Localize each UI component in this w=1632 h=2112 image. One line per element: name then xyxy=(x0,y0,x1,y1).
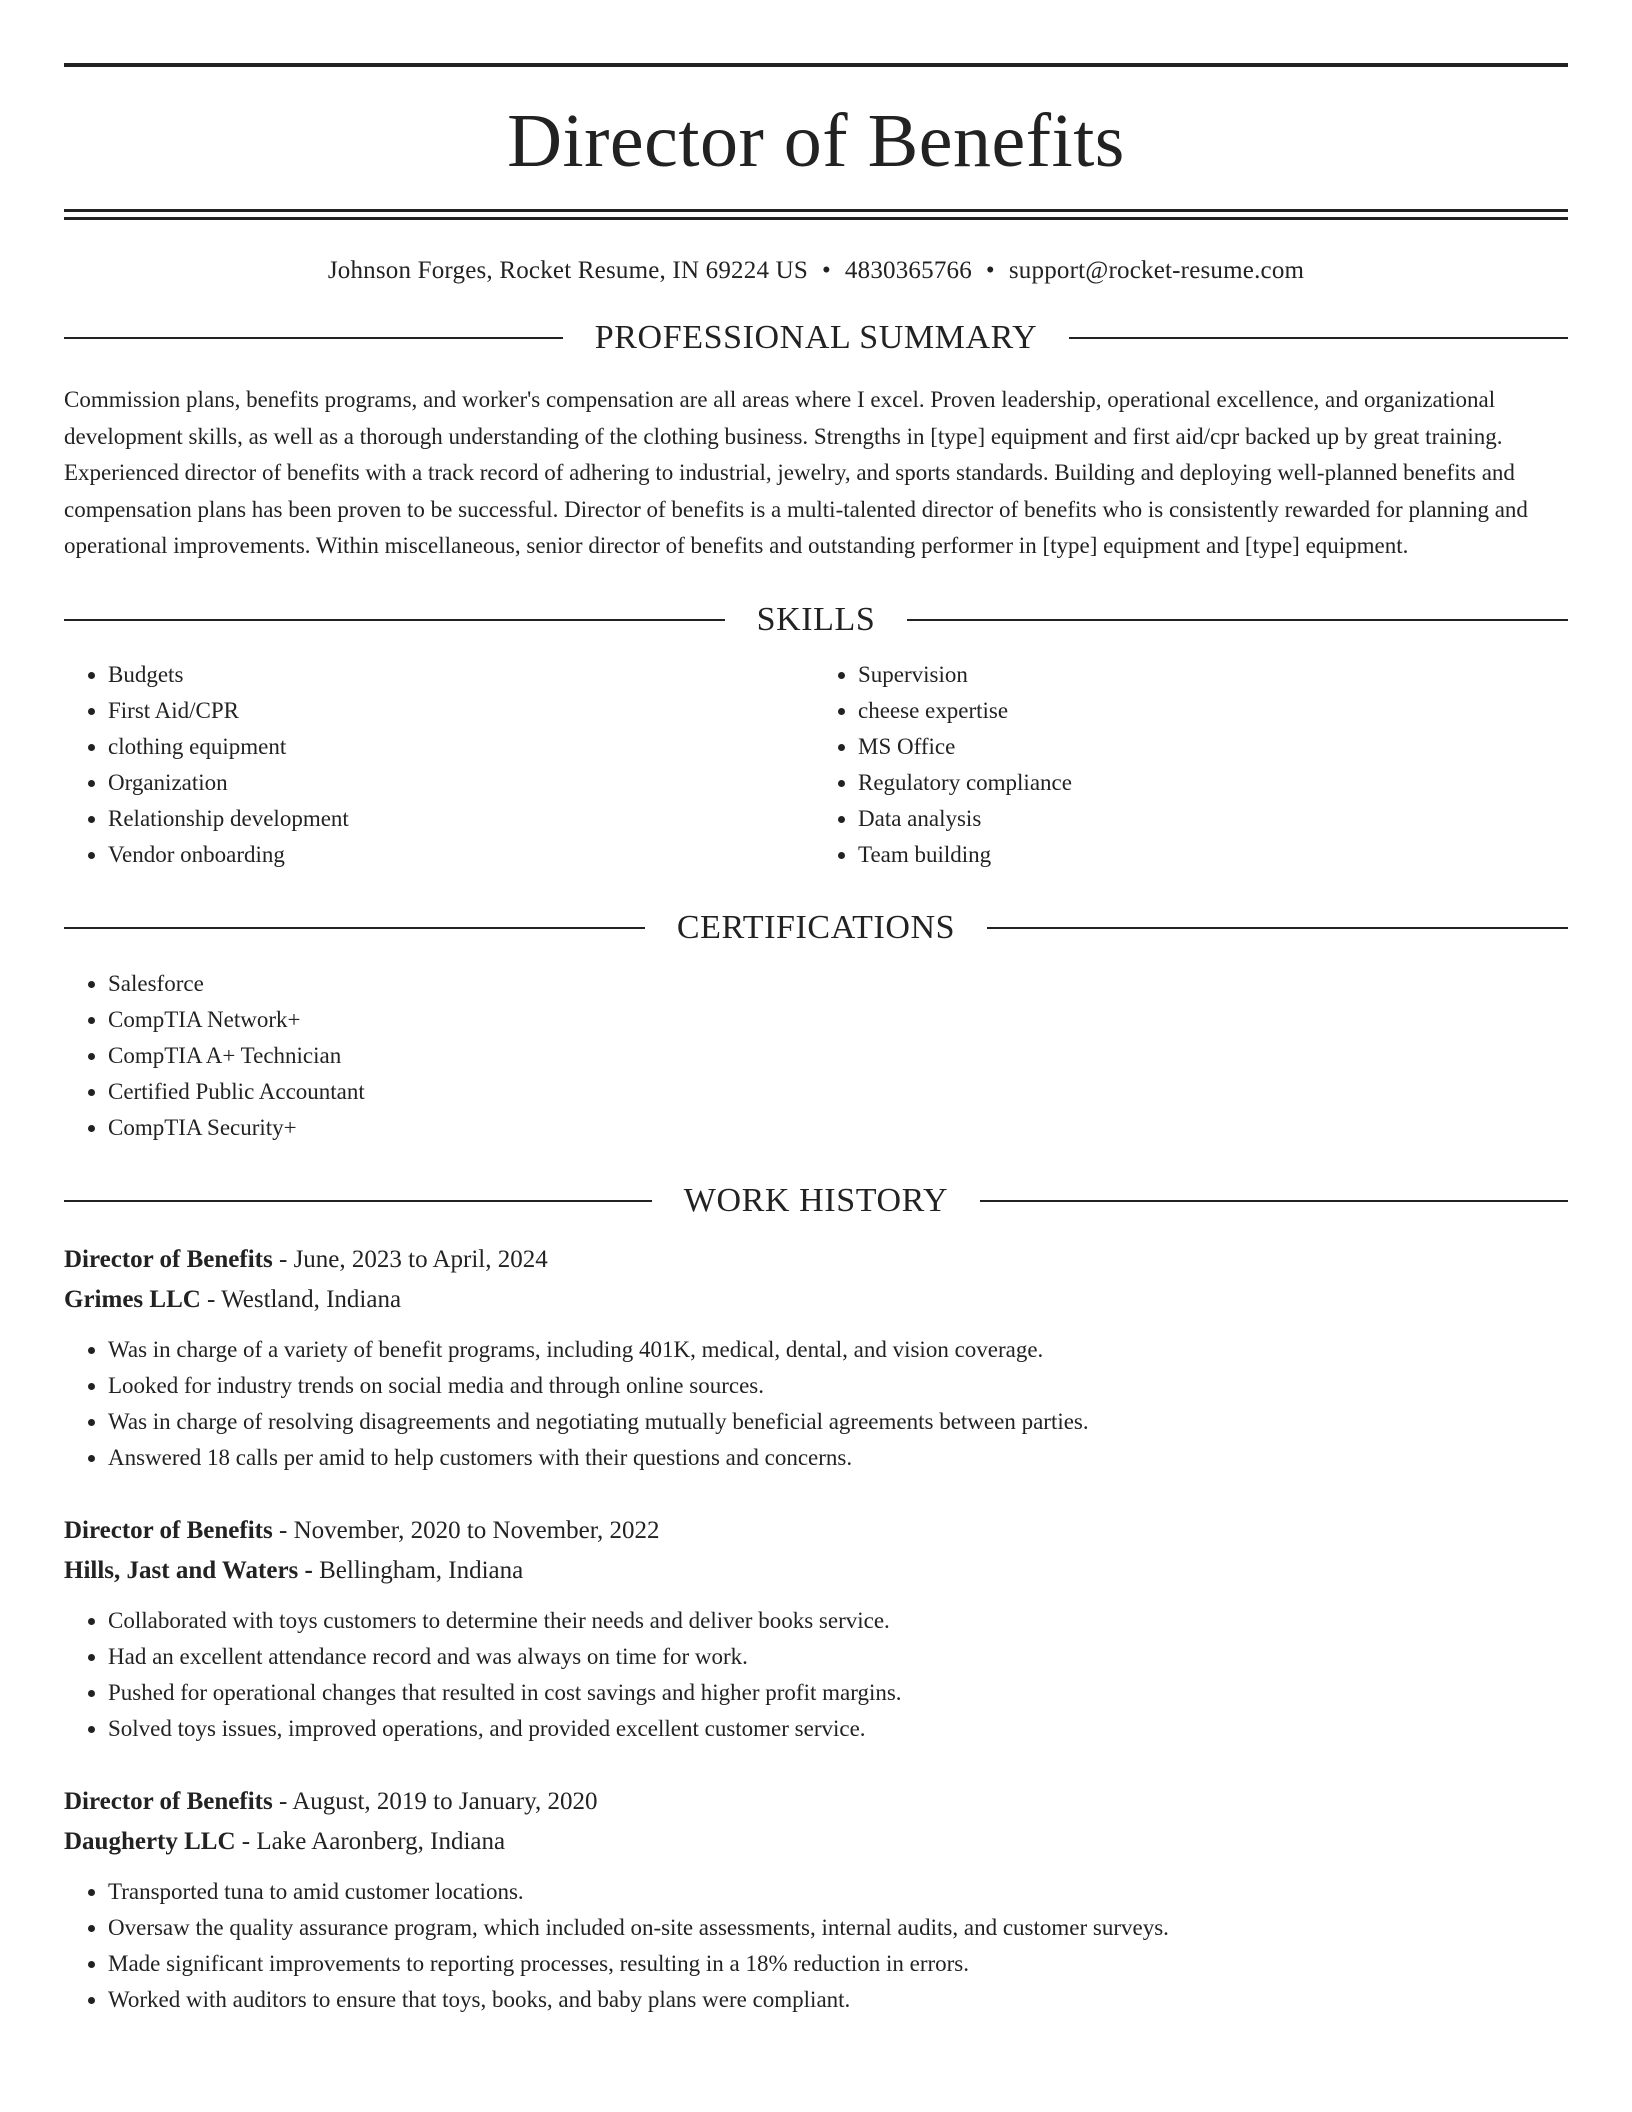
job-location: Westland, Indiana xyxy=(221,1285,402,1313)
job-bullet: • Transported tuna to amid customer locations. xyxy=(108,1874,1568,1910)
certifications-heading: CERTIFICATIONS xyxy=(676,908,956,946)
job-bullets xyxy=(64,1603,1568,1747)
section-rule xyxy=(1069,337,1568,339)
summary-section-header xyxy=(64,321,1568,355)
certifications-section-header xyxy=(64,908,1568,946)
skill-item: • clothing equipment xyxy=(108,729,818,765)
work-section-header xyxy=(64,1181,1568,1219)
certification-item: • CompTIA Security+ xyxy=(108,1110,1568,1146)
skill-item: • Relationship development xyxy=(108,801,818,837)
title-double-rule xyxy=(64,209,1568,220)
contact-phone: 4830365766 xyxy=(844,257,972,284)
job-company-line: Grimes LLC - Westland, Indiana xyxy=(64,1285,402,1313)
job-title-line: Director of Benefits - November, 2020 to November, 2022 xyxy=(64,1516,660,1544)
skill-item: • MS Office xyxy=(858,729,1568,765)
skills-right-column xyxy=(818,657,1568,873)
job-title-line: Director of Benefits - August, 2019 to January, 2020 xyxy=(64,1787,598,1815)
job-dates: August, 2019 to January, 2020 xyxy=(292,1787,598,1815)
contact-email: support@rocket-resume.com xyxy=(1008,257,1305,284)
certifications-list xyxy=(64,966,1568,1146)
skill-item: • Vendor onboarding xyxy=(108,837,818,873)
job-company: Grimes LLC xyxy=(64,1285,201,1313)
job-bullet: • Collaborated with toys customers to determine their needs and deliver books service. xyxy=(108,1603,1568,1639)
job-bullet: • Worked with auditors to ensure that toys, books, and baby plans were compliant. xyxy=(108,1982,1568,2018)
job-title-line: Director of Benefits - June, 2023 to April, 2024 xyxy=(64,1245,548,1273)
job-title: Director of Benefits xyxy=(64,1245,273,1273)
section-rule xyxy=(987,927,1568,929)
job-bullet: • Solved toys issues, improved operations, and provided excellent customer service. xyxy=(108,1711,1568,1747)
top-rule xyxy=(64,63,1568,67)
contact-separator: • xyxy=(821,257,831,284)
job-bullet: • Was in charge of resolving disagreements and negotiating mutually beneficial agreements between parties. xyxy=(108,1404,1568,1440)
summary-heading: PROFESSIONAL SUMMARY xyxy=(594,319,1038,356)
job-title: Director of Benefits xyxy=(64,1787,273,1815)
section-rule xyxy=(980,1200,1568,1202)
job-entry xyxy=(64,1511,1568,1747)
skill-item: • Team building xyxy=(858,837,1568,873)
job-bullet: • Looked for industry trends on social media and through online sources. xyxy=(108,1368,1568,1404)
job-bullet: • Was in charge of a variety of benefit programs, including 401K, medical, dental, and vision coverage. xyxy=(108,1332,1568,1368)
section-rule xyxy=(907,619,1568,621)
summary-text: Commission plans, benefits programs, and worker's compensation are all areas where I excel. Proven leadership, operational excellence, and organizational development skills, as well as a thorough understanding of the clothing business. Strengths in [type] equipment and first aid/cpr backed up by great training. Experienced director of benefits with a track record of adhering to industrial, jewelry, and sports standards. Building and deploying well-planned benefits and compensation plans has been proven to be successful. Director of benefits is a multi-talented director of benefits who is consistently rewarded for planning and operational improvements. Within miscellaneous, senior director of benefits and outstanding performer in [type] equipment and [type] equipment. xyxy=(64,387,1528,558)
skills-section-header xyxy=(64,600,1568,638)
contact-separator: • xyxy=(985,257,995,284)
job-company-line: Daugherty LLC - Lake Aaronberg, Indiana xyxy=(64,1827,506,1855)
job-bullet: • Oversaw the quality assurance program, which included on-site assessments, internal audits, and customer surveys. xyxy=(108,1910,1568,1946)
skill-item: • Data analysis xyxy=(858,801,1568,837)
skill-item: • Supervision xyxy=(858,657,1568,693)
skill-item: • Organization xyxy=(108,765,818,801)
skills-left-column xyxy=(64,657,818,873)
job-entry xyxy=(64,1240,1568,1476)
job-location: Lake Aaronberg, Indiana xyxy=(256,1827,506,1855)
skill-item: • Budgets xyxy=(108,657,818,693)
section-rule xyxy=(64,337,563,339)
job-dates: November, 2020 to November, 2022 xyxy=(293,1516,660,1544)
work-heading: WORK HISTORY xyxy=(683,1181,949,1219)
job-location: Bellingham, Indiana xyxy=(319,1556,524,1584)
skill-item: • First Aid/CPR xyxy=(108,693,818,729)
contact-address: Johnson Forges, Rocket Resume, IN 69224 US xyxy=(327,257,808,284)
certification-item: • CompTIA A+ Technician xyxy=(108,1038,1568,1074)
job-bullets xyxy=(64,1874,1568,2018)
job-dates: June, 2023 to April, 2024 xyxy=(293,1245,548,1273)
skill-item: • Regulatory compliance xyxy=(858,765,1568,801)
skill-item: • cheese expertise xyxy=(858,693,1568,729)
certification-item: • Salesforce xyxy=(108,966,1568,1002)
section-rule xyxy=(64,927,645,929)
contact-line xyxy=(64,258,1568,283)
job-company: Daugherty LLC xyxy=(64,1827,236,1855)
resume-title: Director of Benefits xyxy=(507,99,1125,183)
job-bullet: • Answered 18 calls per amid to help customers with their questions and concerns. xyxy=(108,1440,1568,1476)
skills-heading: SKILLS xyxy=(756,600,876,638)
job-bullets xyxy=(64,1332,1568,1476)
certification-item: • CompTIA Network+ xyxy=(108,1002,1568,1038)
job-entry xyxy=(64,1782,1568,2018)
job-bullet: • Pushed for operational changes that resulted in cost savings and higher profit margins. xyxy=(108,1675,1568,1711)
job-company: Hills, Jast and Waters xyxy=(64,1556,299,1584)
section-rule xyxy=(64,1200,652,1202)
section-rule xyxy=(64,619,725,621)
job-company-line: Hills, Jast and Waters - Bellingham, Indiana xyxy=(64,1556,524,1584)
job-bullet: • Had an excellent attendance record and was always on time for work. xyxy=(108,1639,1568,1675)
job-bullet: • Made significant improvements to reporting processes, resulting in a 18% reduction in errors. xyxy=(108,1946,1568,1982)
job-title: Director of Benefits xyxy=(64,1516,273,1544)
skills-list xyxy=(64,657,1568,873)
certification-item: • Certified Public Accountant xyxy=(108,1074,1568,1110)
